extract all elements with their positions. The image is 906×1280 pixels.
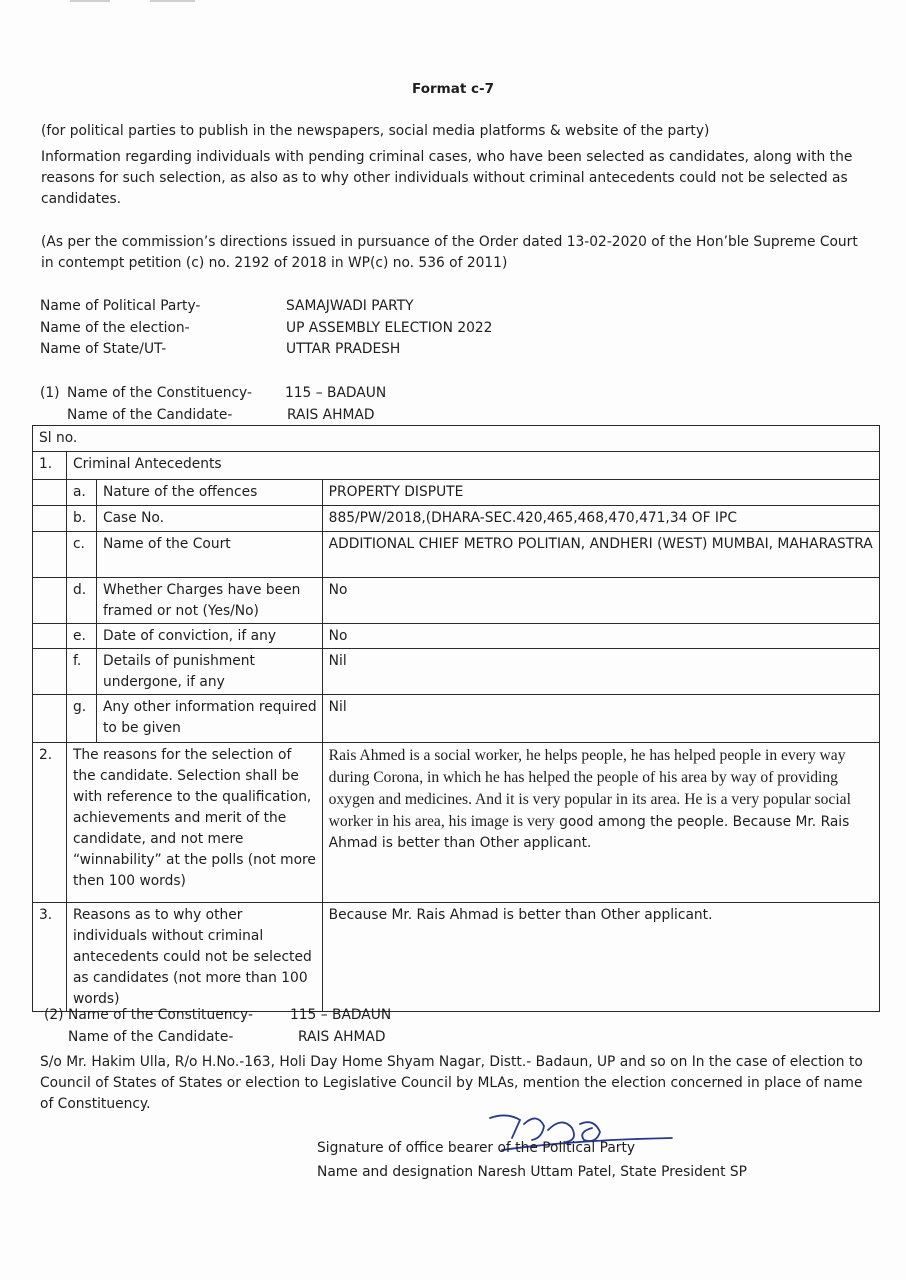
- table-row: [33, 578, 880, 624]
- candidate2-number: (2): [44, 1007, 64, 1023]
- section-label: Criminal Antecedents: [66, 452, 879, 480]
- election-value: UP ASSEMBLY ELECTION 2022: [286, 319, 493, 336]
- signature-line: Signature of office bearer of the Political Party: [317, 1140, 636, 1156]
- table-row: [33, 452, 880, 480]
- item-label: Details of punishment undergone, if any: [96, 649, 322, 695]
- item-letter: d.: [66, 578, 96, 624]
- item-value: ADDITIONAL CHIEF METRO POLITIAN, ANDHERI (WEST) MUMBAI, MAHARASTRA: [322, 532, 879, 578]
- state-label: Name of State/UT-: [40, 341, 167, 357]
- item-label: Whether Charges have been framed or not (Yes/No): [96, 578, 322, 624]
- intro-publication-note: (for political parties to publish in the newspapers, social media platforms & website of the party): [41, 123, 710, 139]
- section-number: 1.: [33, 452, 67, 480]
- item-label: Date of conviction, if any: [96, 624, 322, 649]
- scan-speck: [70, 0, 110, 2]
- section-label: The reasons for the selection of the candidate. Selection shall be with reference to the qualification, achievements and merit of the candidate, and not mere “winnability” at the polls (not more then 100 words): [66, 743, 322, 903]
- table-row: [33, 743, 880, 903]
- table-row: [33, 480, 880, 506]
- selection-reasons-sans: good among the people. Because Mr. Rais Ahmad is better than Other applicant.: [328, 814, 850, 851]
- party-label: Name of Political Party-: [40, 298, 201, 314]
- candidate1-constituency-value: 115 – BADAUN: [285, 385, 387, 401]
- item-label: Name of the Court: [96, 532, 322, 578]
- election-label: Name of the election-: [40, 319, 190, 336]
- item-value: Nil: [322, 695, 879, 743]
- section-number: 3.: [33, 903, 67, 1012]
- document-title: Format c-7: [412, 81, 494, 97]
- item-letter: g.: [66, 695, 96, 743]
- item-letter: e.: [66, 624, 96, 649]
- item-letter: a.: [66, 480, 96, 506]
- item-letter: b.: [66, 506, 96, 532]
- candidate1-name-label: Name of the Candidate-: [67, 406, 233, 423]
- item-label: Nature of the offences: [96, 480, 322, 506]
- item-value: 885/PW/2018,(DHARA-SEC.420,465,468,470,471,34 OF IPC: [322, 506, 879, 532]
- sl-no-header: Sl no.: [33, 426, 880, 452]
- section-label: Reasons as to why other individuals without criminal antecedents could not be selected as candidates (not more than 100 words): [66, 903, 322, 1012]
- item-letter: c.: [66, 532, 96, 578]
- candidate2-name-value: RAIS AHMAD: [298, 1028, 386, 1045]
- candidate2-address: S/o Mr. Hakim Ulla, R/o H.No.-163, Holi Day Home Shyam Nagar, Distt.- Badaun, UP and so on In the case of election to Council of States of States or election to Legislative Council by MLAs, mention the election concerned in place of name of Constituency.: [40, 1054, 863, 1112]
- item-value: No: [322, 624, 879, 649]
- table-row: [33, 624, 880, 649]
- table-row: [33, 903, 880, 1012]
- party-details: [40, 296, 492, 361]
- scan-speck: [150, 0, 195, 2]
- item-value: No: [322, 578, 879, 624]
- candidate1-details: [40, 383, 386, 426]
- table-row: [33, 649, 880, 695]
- candidate1-name-value: RAIS AHMAD: [287, 406, 375, 423]
- item-value: Because Mr. Rais Ahmad is better than Other applicant.: [322, 903, 879, 1012]
- selection-reasons: [322, 743, 879, 903]
- candidate2-constituency-label: Name of the Constituency-: [68, 1007, 253, 1023]
- candidate2-constituency-value: 115 – BADAUN: [290, 1007, 392, 1023]
- designation-line: Name and designation Naresh Uttam Patel, State President SP: [317, 1164, 748, 1180]
- candidate1-constituency-label: Name of the Constituency-: [67, 385, 252, 401]
- item-label: Any other information required to be given: [96, 695, 322, 743]
- candidate1-number: (1): [40, 385, 60, 401]
- signature-block: [317, 1136, 747, 1184]
- candidate2-name-label: Name of the Candidate-: [68, 1028, 234, 1045]
- candidate2-details: [44, 1005, 391, 1048]
- item-letter: f.: [66, 649, 96, 695]
- item-value: PROPERTY DISPUTE: [322, 480, 879, 506]
- criminal-antecedents-table: [32, 425, 880, 1012]
- item-value: Nil: [322, 649, 879, 695]
- intro-commission-directions: (As per the commission’s directions issued in pursuance of the Order dated 13-02-2020 of the Hon’ble Supreme Court in contempt petition (c) no. 2192 of 2018 in WP(c) no. 536 of 2011): [41, 234, 858, 271]
- table-row: [33, 532, 880, 578]
- party-value: SAMAJWADI PARTY: [286, 298, 414, 314]
- item-label: Case No.: [96, 506, 322, 532]
- state-value: UTTAR PRADESH: [286, 341, 401, 357]
- section-number: 2.: [33, 743, 67, 903]
- table-row: [33, 695, 880, 743]
- table-row: [33, 506, 880, 532]
- intro-information-statement: Information regarding individuals with pending criminal cases, who have been selected as candidates, along with the reasons for such selection, as also as to why other individuals without criminal antecedents could not be selected as candidates.: [41, 149, 853, 207]
- selection-reasons-serif: Rais Ahmed is a social worker, he helps people, he has helped people in every way during Corona, in which he has helped the people of his area by way of providing oxygen and medicines. And it is very popular in its area. He is a very popular social worker in his area, his image is very: [328, 747, 851, 830]
- table-row: [33, 426, 880, 452]
